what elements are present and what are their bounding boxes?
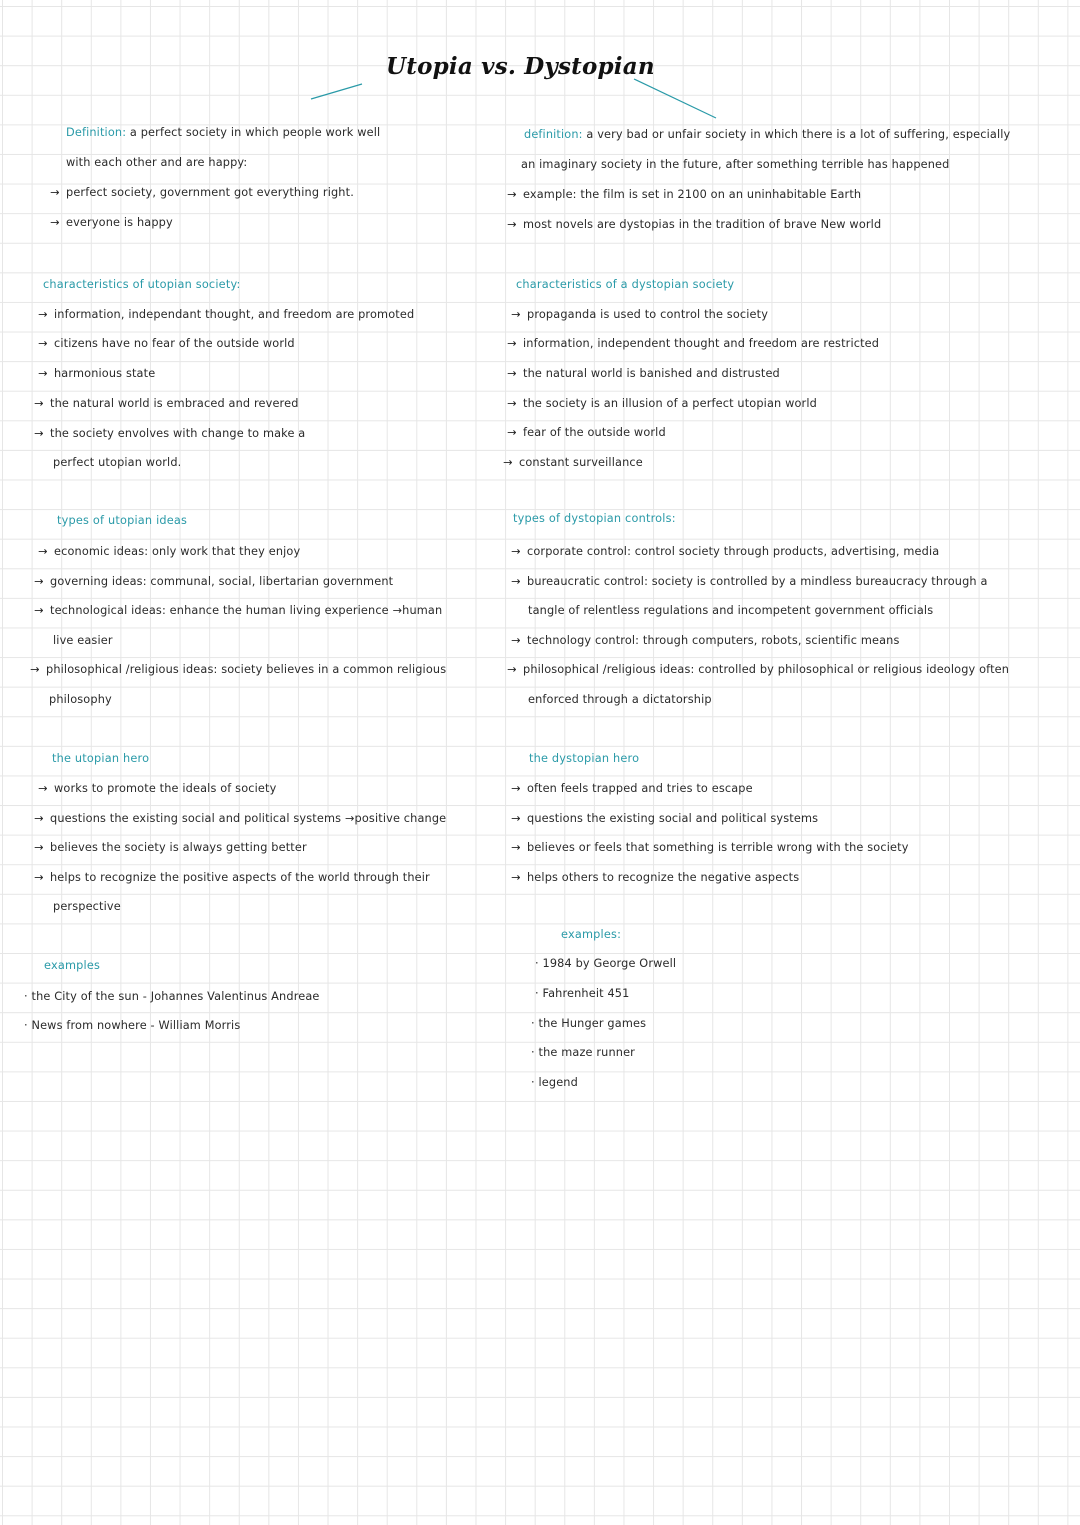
dystopia-example-item: · legend xyxy=(531,1076,578,1089)
arrow-icon: → xyxy=(38,337,48,350)
dystopia-definition-point: → most novels are dystopias in the tradition of brave New world xyxy=(507,218,882,231)
arrow-icon: → xyxy=(38,782,48,795)
utopia-definition-text: a perfect society in which people work well xyxy=(129,126,381,139)
dystopia-hero-item: → questions the existing social and political systems xyxy=(511,812,819,825)
utopia-definition-label: Definition: xyxy=(66,126,127,139)
dystopia-characteristic-item: → fear of the outside world xyxy=(507,426,666,439)
left-connector-line xyxy=(311,84,362,99)
utopia-definition-point: → everyone is happy xyxy=(50,216,173,229)
utopia-type-continuation: live easier xyxy=(53,634,113,647)
arrow-icon: → xyxy=(511,575,521,588)
arrow-icon: → xyxy=(507,367,517,380)
arrow-icon: → xyxy=(507,426,517,439)
utopia-characteristic-continuation: perfect utopian world. xyxy=(53,456,182,469)
dystopia-type-continuation: tangle of relentless regulations and incompetent government officials xyxy=(528,604,934,617)
dystopia-definition-point: → example: the film is set in 2100 on an uninhabitable Earth xyxy=(507,188,862,201)
dystopia-characteristic-item: → information, independent thought and freedom are restricted xyxy=(507,337,880,350)
dystopia-type-continuation: enforced through a dictatorship xyxy=(528,693,712,706)
arrow-icon: → xyxy=(511,782,521,795)
dystopia-examples-heading: examples: xyxy=(561,928,622,941)
utopia-characteristic-item: → the society envolves with change to make a xyxy=(34,427,306,440)
dystopia-hero-item: → often feels trapped and tries to escape xyxy=(511,782,753,795)
arrow-icon: → xyxy=(50,216,60,229)
arrow-icon: → xyxy=(34,575,44,588)
arrow-icon: → xyxy=(34,841,44,854)
dystopia-definition-text: a very bad or unfair society in which there is a lot of suffering, especially xyxy=(586,128,1011,141)
utopia-hero-item: → believes the society is always getting better xyxy=(34,841,307,854)
arrow-icon: → xyxy=(507,397,517,410)
arrow-icon: → xyxy=(507,218,517,231)
utopia-type-item: → governing ideas: communal, social, libertarian government xyxy=(34,575,394,588)
utopia-characteristic-item: → citizens have no fear of the outside world xyxy=(38,337,295,350)
utopia-characteristics-heading: characteristics of utopian society: xyxy=(43,278,241,291)
page-title: Utopia vs. Dystopian xyxy=(386,53,655,80)
arrow-icon: → xyxy=(511,812,521,825)
utopia-definition-text-2: with each other and are happy: xyxy=(66,156,248,169)
utopia-type-item: → economic ideas: only work that they enjoy xyxy=(38,545,301,558)
utopia-example-item: · the City of the sun - Johannes Valentinus Andreae xyxy=(24,990,320,1003)
utopia-types-heading: types of utopian ideas xyxy=(57,514,188,527)
arrow-icon: → xyxy=(511,545,521,558)
dystopia-characteristic-item: → constant surveillance xyxy=(503,456,643,469)
dystopia-characteristics-heading: characteristics of a dystopian society xyxy=(516,278,735,291)
arrow-icon: → xyxy=(38,308,48,321)
utopia-hero-item: → works to promote the ideals of society xyxy=(38,782,277,795)
utopia-hero-item: → helps to recognize the positive aspects of the world through their xyxy=(34,871,430,884)
utopia-hero-continuation: perspective xyxy=(53,900,121,913)
utopia-type-continuation: philosophy xyxy=(49,693,112,706)
dystopia-example-item: · the maze runner xyxy=(531,1046,635,1059)
dystopia-definition-label: definition: xyxy=(524,128,583,141)
dystopia-definition-text-2: an imaginary society in the future, after something terrible has happened xyxy=(521,158,950,171)
arrow-icon: → xyxy=(503,456,513,469)
dystopia-type-item: → philosophical /religious ideas: controlled by philosophical or religious ideology often xyxy=(507,663,1010,676)
utopia-definition xyxy=(66,126,380,139)
dystopia-example-item: · Fahrenheit 451 xyxy=(535,987,630,1000)
utopia-definition-point: → perfect society, government got everything right. xyxy=(50,186,354,199)
dystopia-example-item: · the Hunger games xyxy=(531,1017,647,1030)
dystopia-characteristic-item: → propaganda is used to control the society xyxy=(511,308,769,321)
dystopia-characteristic-item: → the natural world is banished and distrusted xyxy=(507,367,780,380)
arrow-icon: → xyxy=(30,663,40,676)
arrow-icon: → xyxy=(511,871,521,884)
utopia-characteristic-item: → information, independant thought, and freedom are promoted xyxy=(38,308,415,321)
utopia-type-item: → philosophical /religious ideas: society believes in a common religious xyxy=(30,663,447,676)
arrow-icon: → xyxy=(50,186,60,199)
arrow-icon: → xyxy=(34,871,44,884)
utopia-example-item: · News from nowhere - William Morris xyxy=(24,1019,241,1032)
dystopia-type-item: → corporate control: control society through products, advertising, media xyxy=(511,545,940,558)
dystopia-type-item: → technology control: through computers, robots, scientific means xyxy=(511,634,900,647)
arrow-icon: → xyxy=(511,841,521,854)
dystopia-definition xyxy=(524,128,1010,141)
arrow-icon: → xyxy=(511,308,521,321)
utopia-hero-item: → questions the existing social and political systems →positive change xyxy=(34,812,447,825)
dystopia-hero-item: → believes or feels that something is terrible wrong with the society xyxy=(511,841,909,854)
arrow-icon: → xyxy=(34,604,44,617)
utopia-examples-heading: examples xyxy=(44,959,101,972)
arrow-icon: → xyxy=(507,188,517,201)
arrow-icon: → xyxy=(34,427,44,440)
arrow-icon: → xyxy=(38,367,48,380)
arrow-icon: → xyxy=(511,634,521,647)
arrow-icon: → xyxy=(507,663,517,676)
dystopia-type-item: → bureaucratic control: society is controlled by a mindless bureaucracy through a xyxy=(511,575,988,588)
utopia-characteristic-item: → harmonious state xyxy=(38,367,156,380)
arrow-icon: → xyxy=(507,337,517,350)
dystopia-types-heading: types of dystopian controls: xyxy=(513,512,676,525)
arrow-icon: → xyxy=(34,812,44,825)
dystopia-example-item: · 1984 by George Orwell xyxy=(535,957,677,970)
utopia-type-item: → technological ideas: enhance the human living experience →human xyxy=(34,604,443,617)
right-connector-line xyxy=(634,79,716,118)
arrow-icon: → xyxy=(34,397,44,410)
dystopia-characteristic-item: → the society is an illusion of a perfect utopian world xyxy=(507,397,817,410)
dystopia-hero-item: → helps others to recognize the negative aspects xyxy=(511,871,800,884)
utopia-hero-heading: the utopian hero xyxy=(52,752,150,765)
arrow-icon: → xyxy=(38,545,48,558)
dystopia-hero-heading: the dystopian hero xyxy=(529,752,640,765)
utopia-characteristic-item: → the natural world is embraced and revered xyxy=(34,397,299,410)
